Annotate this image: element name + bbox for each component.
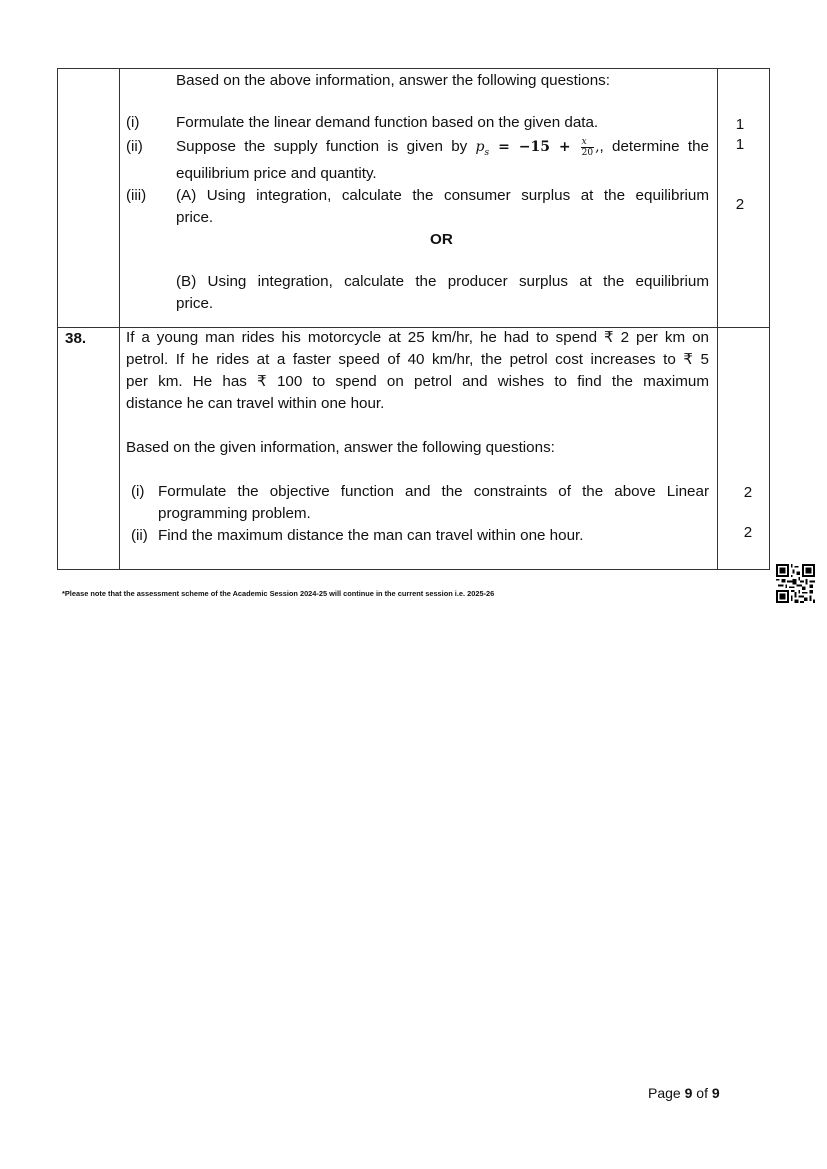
q37-part-b-line2: price.	[176, 295, 214, 312]
footer-current-page: 9	[684, 1085, 693, 1101]
footer-total-pages: 9	[711, 1085, 720, 1101]
q37-part-b-line1: (B) Using integration, calculate the producer surplus at the equilibrium	[176, 273, 709, 290]
page-footer	[648, 1085, 720, 1101]
q37-part-ii-label: (ii)	[126, 138, 143, 155]
q37-part-ii-line1	[176, 136, 709, 164]
q38-part-i-line1: Formulate the objective function and the constraints of the above Linear	[158, 483, 709, 500]
or-separator: OR	[430, 231, 453, 248]
assessment-note: *Please note that the assessment scheme of the Academic Session 2024-25 will continue in the current session i.e. 2025-26	[62, 589, 495, 598]
formula-fraction	[581, 137, 594, 158]
formula-den: 20	[581, 147, 594, 158]
qr-code-icon	[776, 564, 815, 603]
q38-para-line1: If a young man rides his motorcycle at 25 km/hr, he had to spend ₹ 2 per km on	[126, 329, 709, 346]
column-divider-number	[119, 69, 120, 569]
footer-page-word: Page	[648, 1085, 681, 1101]
footer-of-word: of	[696, 1085, 708, 1101]
q37-part-i-text: Formulate the linear demand function based on the given data.	[176, 114, 599, 131]
formula-eq: = −15 +	[489, 139, 580, 155]
q37-intro: Based on the above information, answer the following questions:	[176, 72, 610, 89]
q38-part-i-marks: 2	[743, 484, 753, 501]
q38-part-ii-label: (ii)	[131, 527, 148, 544]
q38-part-ii-marks: 2	[743, 524, 753, 541]
q38-part-i-label: (i)	[131, 483, 145, 500]
q38-para-line2: petrol. If he rides at a faster speed of 40 km/hr, the petrol cost increases to ₹ 5	[126, 351, 709, 368]
q37-part-ii-line2: equilibrium price and quantity.	[176, 165, 377, 182]
q38-part-ii-line1: Find the maximum distance the man can travel within one hour.	[158, 527, 584, 544]
supply-function-formula	[475, 136, 600, 158]
formula-sub: s	[484, 147, 490, 158]
q38-number: 38.	[65, 330, 87, 347]
q37-part-i-marks: 1	[735, 116, 745, 133]
formula-lhs: p	[475, 139, 485, 155]
q37-part-ii-marks: 1	[735, 136, 745, 153]
q37-part-ii-text-before: Suppose the supply function is given by	[176, 138, 468, 155]
column-divider-marks	[717, 69, 718, 569]
q37-part-iii-line1: (A) Using integration, calculate the consumer surplus at the equilibrium	[176, 187, 709, 204]
q37-part-iii-line2: price.	[176, 209, 214, 226]
formula-num: x	[581, 137, 594, 148]
q38-para-line4: distance he can travel within one hour.	[126, 395, 385, 412]
q37-part-i-label: (i)	[126, 114, 140, 131]
q38-para-line3: per km. He has ₹ 100 to spend on petrol and wishes to find the maximum	[126, 373, 709, 390]
q38-part-i-line2: programming problem.	[158, 505, 311, 522]
q38-intro: Based on the given information, answer the following questions:	[126, 439, 555, 456]
q37-part-iii-marks: 2	[735, 196, 745, 213]
q37-part-iii-label: (iii)	[126, 187, 147, 204]
formula-tail: ,	[595, 139, 600, 155]
q37-part-ii-text-after: , determine the	[599, 138, 709, 155]
